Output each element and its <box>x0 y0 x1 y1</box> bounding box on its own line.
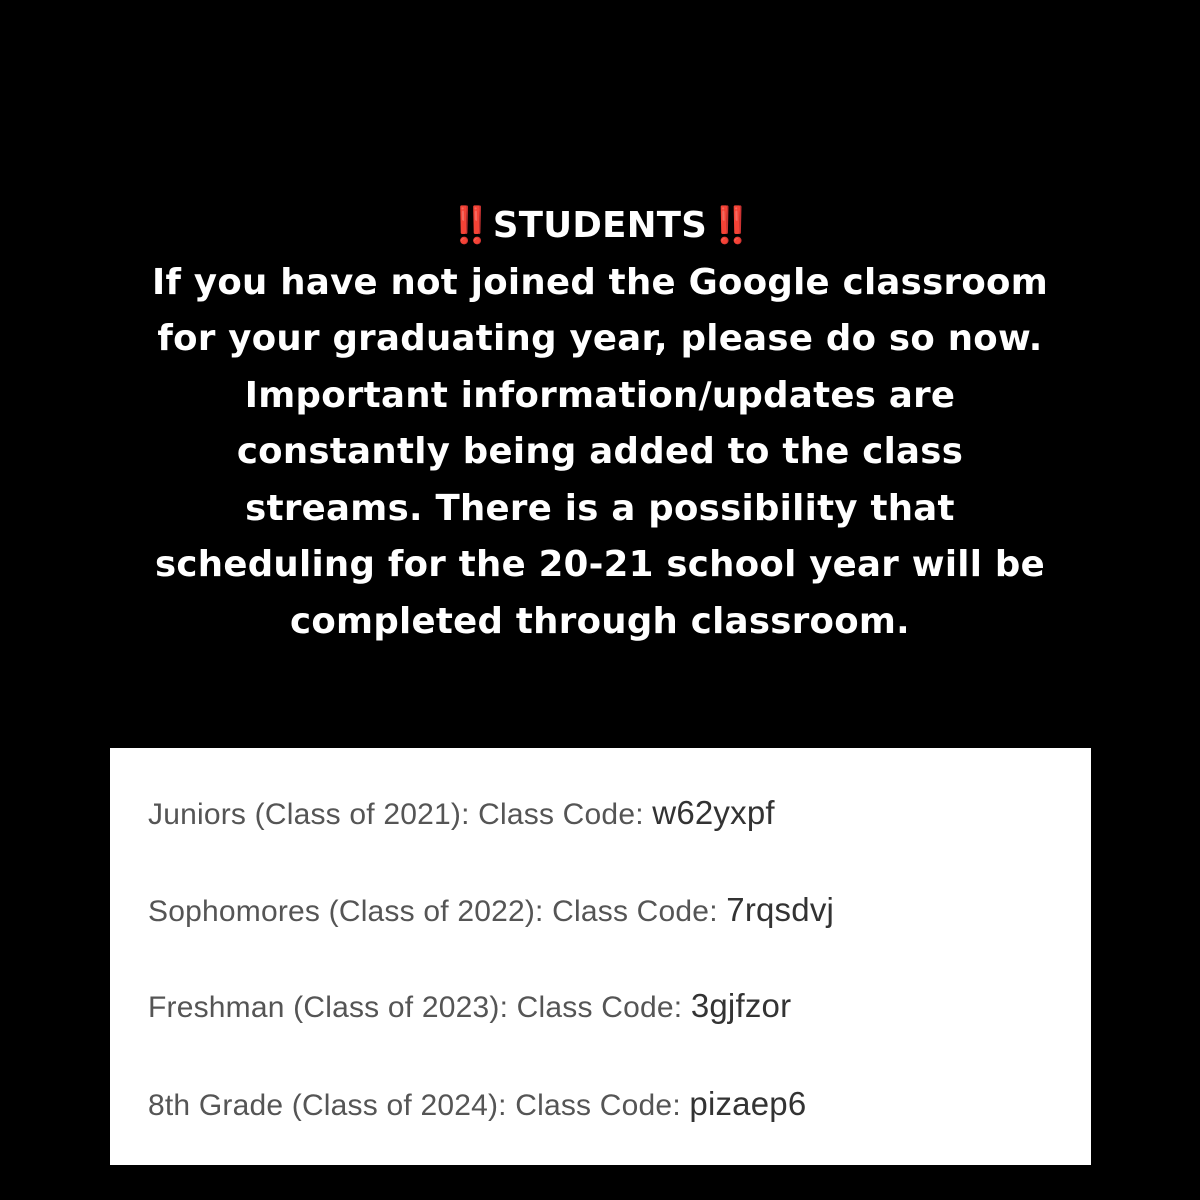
announcement-line: scheduling for the 20-21 school year will be <box>154 544 1045 585</box>
announcement <box>0 198 1200 650</box>
double-exclamation-icon: ‼️ <box>448 205 491 246</box>
double-exclamation-icon: ‼️ <box>709 205 752 246</box>
class-code-row-8th-grade <box>148 1085 806 1123</box>
class-code-value: 7rqsdvj <box>726 891 835 928</box>
announcement-line: completed through classroom. <box>290 600 910 642</box>
class-code-value: 3gjfzor <box>690 987 792 1024</box>
class-code-row-sophomores <box>148 891 834 929</box>
announcement-line: streams. There is a possibility that <box>245 487 955 529</box>
announcement-line: If you have not joined the Google classroom <box>151 261 1049 303</box>
class-code-label: Juniors (Class of 2021): Class Code: <box>148 798 653 831</box>
class-code-row-juniors <box>148 794 775 832</box>
announcement-heading <box>0 198 1200 255</box>
announcement-line: constantly being added to the class <box>236 431 964 472</box>
class-code-label: Sophomores (Class of 2022): Class Code: <box>148 895 727 928</box>
heading-text: STUDENTS <box>492 205 708 246</box>
class-codes-card <box>110 748 1091 1165</box>
class-code-label: Freshman (Class of 2023): Class Code: <box>148 991 691 1024</box>
class-code-row-freshman <box>148 987 791 1025</box>
announcement-line: Important information/updates are <box>244 374 956 416</box>
class-code-value: pizaep6 <box>689 1085 807 1122</box>
announcement-line: for your graduating year, please do so now. <box>157 318 1043 359</box>
class-code-label: 8th Grade (Class of 2024): Class Code: <box>148 1089 690 1122</box>
class-code-value: w62yxpf <box>652 794 775 831</box>
